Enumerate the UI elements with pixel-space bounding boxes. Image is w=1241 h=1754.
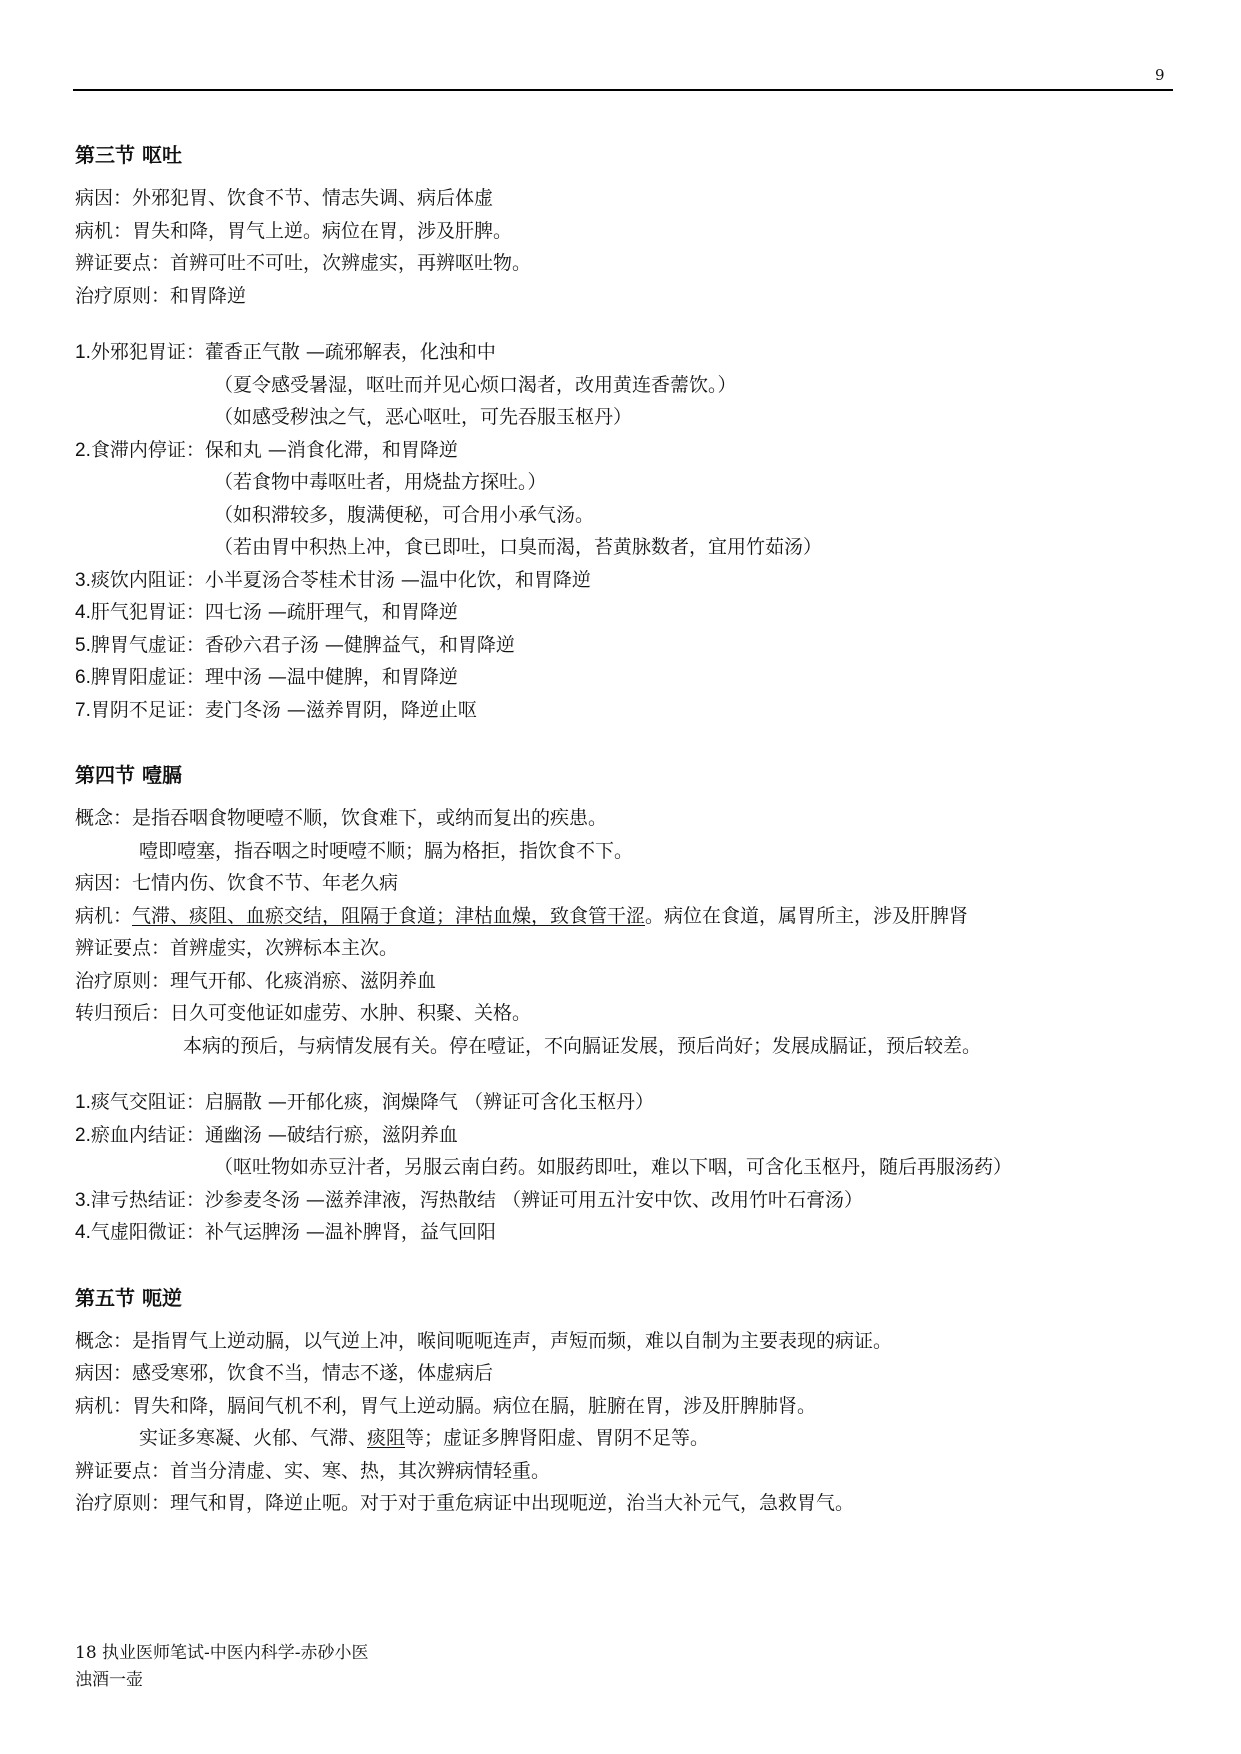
- syndrome-item: 6.脾胃阳虚证：理中汤 —温中健脾，和胃降逆: [75, 666, 458, 688]
- concept-line: 概念：是指胃气上逆动膈，以气逆上冲，喉间呃呃连声，声短而频，难以自制为主要表现的病证。: [75, 1329, 893, 1352]
- cause-line: 病因：感受寒邪，饮食不当，情志不遂，体虚病后: [75, 1362, 494, 1384]
- section-title-vomiting: 第三节 呕吐: [75, 143, 182, 167]
- syndrome-item: 1.外邪犯胃证：藿香正气散 —疏邪解表，化浊和中: [75, 341, 496, 363]
- key-points-line: 辨证要点：首辨可吐不可吐，次辨虚实，再辨呕吐物。: [75, 252, 532, 274]
- syndrome-item: 3.津亏热结证：沙参麦冬汤 —滋养津液，泻热散结 （辨证可用五汁安中饮、改用竹叶石膏汤）: [75, 1188, 863, 1211]
- footer-line: 18 执业医师笔试-中医内科学-赤砂小医: [75, 1643, 369, 1663]
- syndrome-item: 4.气虚阳微证：补气运脾汤 —温补脾肾，益气回阳: [75, 1221, 496, 1243]
- syndrome-note: （若由胃中积热上冲，食已即吐，口臭而渴，苔黄脉数者，宜用竹茹汤）: [214, 536, 823, 558]
- underlined-mechanism: 气滞、痰阻、血瘀交结，阻隔于食道；津枯血燥，致食管干涩: [132, 904, 646, 927]
- syndrome-item: 4.肝气犯胃证：四七汤 —疏肝理气，和胃降逆: [75, 601, 458, 623]
- syndrome-item: 1.痰气交阻证：启膈散 —开郁化痰，润燥降气 （辨证可含化玉枢丹）: [75, 1091, 654, 1113]
- syndrome-note: （若食物中毒呕吐者，用烧盐方探吐。）: [214, 471, 547, 493]
- prognosis-detail-line: 本病的预后，与病情发展有关。停在噎证，不向膈证发展，预后尚好；发展成膈证，预后较差。: [183, 1034, 982, 1057]
- key-points-line: 辨证要点：首辨虚实，次辨标本主次。: [75, 937, 399, 959]
- header-rule: [73, 89, 1173, 91]
- prognosis-line: 转归预后：日久可变他证如虚劳、水肿、积聚、关格。: [75, 1002, 532, 1024]
- syndrome-item: 2.食滞内停证：保和丸 —消食化滞，和胃降逆: [75, 438, 458, 461]
- page-content: [75, 138, 1175, 1520]
- syndrome-note: （如积滞较多，腹满便秘，可合用小承气汤。: [214, 503, 595, 526]
- cause-line: 病因：七情内伤、饮食不节、年老久病: [75, 872, 399, 894]
- concept-detail-line: 噎即噎塞，指吞咽之时哽噎不顺；膈为格拒，指饮食不下。: [139, 839, 634, 862]
- principle-line: 治疗原则：理气开郁、化痰消瘀、滋阴养血: [75, 969, 437, 992]
- underlined-term: 痰阻: [367, 1427, 406, 1449]
- page-footer: [75, 1640, 369, 1694]
- page-number: 9: [1155, 66, 1165, 84]
- cause-line: 病因：外邪犯胃、饮食不节、情志失调、病后体虚: [75, 187, 494, 209]
- syndrome-note: （呕吐物如赤豆汁者，另服云南白药。如服药即吐，难以下咽，可含化玉枢丹，随后再服汤药）: [214, 1156, 1013, 1178]
- key-points-line: 辨证要点：首当分清虚、实、寒、热，其次辨病情轻重。: [75, 1459, 551, 1482]
- mechanism-line: 病机：胃失和降，胃气上逆。病位在胃，涉及肝脾。: [75, 219, 513, 242]
- syndrome-note: （夏令感受暑湿，呕吐而并见心烦口渴者，改用黄连香薷饮。）: [214, 373, 737, 396]
- syndrome-item: 2.瘀血内结证：通幽汤 —破结行瘀，滋阴养血: [75, 1123, 458, 1146]
- syndrome-item: 7.胃阴不足证：麦门冬汤 —滋养胃阴，降逆止呕: [75, 698, 477, 721]
- principle-line: 治疗原则：理气和胃，降逆止呃。对于对于重危病证中出现呃逆，治当大补元气，急救胃气。: [75, 1492, 855, 1514]
- section-title-dysphagia: 第四节 噎膈: [75, 763, 182, 787]
- mechanism-line: 病机：胃失和降，膈间气机不利，胃气上逆动膈。病位在膈，脏腑在胃，涉及肝脾肺肾。: [75, 1394, 817, 1417]
- footer-line: 浊酒一壶: [75, 1670, 143, 1690]
- syndrome-item: 3.痰饮内阻证：小半夏汤合苓桂术甘汤 —温中化饮，和胃降逆: [75, 568, 591, 591]
- principle-line: 治疗原则：和胃降逆: [75, 284, 247, 307]
- mechanism-line: 病机：气滞、痰阻、血瘀交结，阻隔于食道；津枯血燥，致食管干涩。病位在食道，属胃所主，涉及肝脾肾: [75, 904, 969, 927]
- section-title-hiccup: 第五节 呃逆: [75, 1285, 182, 1310]
- syndrome-item: 5.脾胃气虚证：香砂六君子汤 —健脾益气，和胃降逆: [75, 633, 515, 656]
- concept-line: 概念：是指吞咽食物哽噎不顺，饮食难下，或纳而复出的疾患。: [75, 807, 608, 829]
- mechanism-detail-line: 实证多寒凝、火郁、气滞、痰阻等；虚证多脾肾阳虚、胃阴不足等。: [139, 1427, 710, 1449]
- syndrome-note: （如感受秽浊之气，恶心呕吐，可先吞服玉枢丹）: [214, 406, 633, 428]
